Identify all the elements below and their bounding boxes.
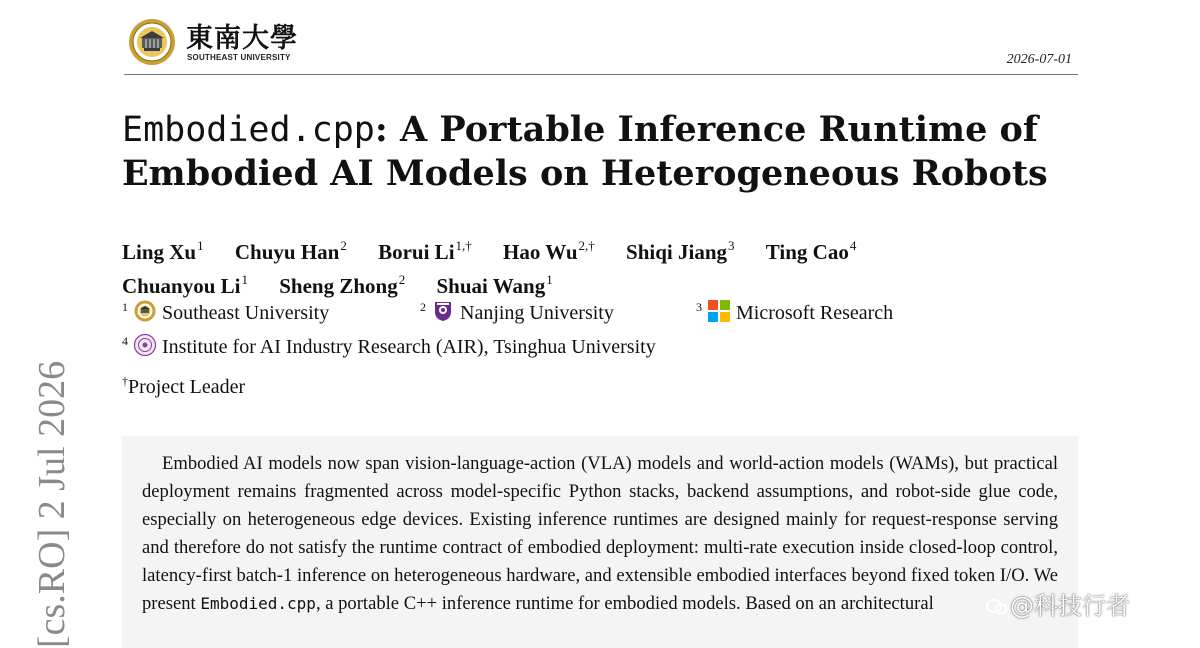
- author-list: [122, 232, 1082, 300]
- affiliation: $^2$ Nanjing University: [420, 300, 614, 324]
- affiliation-list: [122, 300, 1082, 368]
- paper-title: [122, 108, 1082, 196]
- university-name-chinese: 東南大學: [186, 23, 298, 54]
- paper-date: 2026-07-01: [1006, 52, 1072, 67]
- author: Chuyu Han$^2$: [234, 238, 347, 264]
- author: Hao $Wu^{2,\dagger}$: [503, 238, 595, 264]
- university-name-english: SOUTHEAST UNIVERSITY: [187, 53, 291, 62]
- watermark: @科技行者: [986, 586, 1186, 622]
- microsoft-logo-icon: [708, 300, 730, 322]
- title-code-name: Embodied.cpp: [122, 110, 375, 150]
- author: Ling Xu$^1$: [122, 238, 204, 264]
- title-line-2: Embodied AI Models on Heterogeneous Robots: [122, 153, 1048, 194]
- affiliation: $^4$ Institute for AI Industry Research (AIR), Tsinghua University: [122, 334, 656, 358]
- author: Sheng Zhong$^2$: [279, 272, 406, 298]
- author: Chuanyou Li$^1$: [122, 272, 248, 298]
- project-leader-note: †Project Leader: [122, 374, 246, 398]
- author: Shuai Wang$^1$: [436, 272, 553, 298]
- affiliation: $^1$ Southeast University: [122, 300, 330, 324]
- abstract-box: [122, 436, 1078, 648]
- author: Shiqi Jiang$^3$: [626, 238, 735, 264]
- chat-bubble-icon: [986, 598, 1008, 616]
- abstract-text: Embodied AI models now span vision-language-action (VLA) models and world-action models (WAMs), but practical deployment remains fragmented across model-specific Python stacks, backend assumptions, and robot-side glue code, especially on heterogeneous edge devices. Existing inference runtimes are designed mainly for request-response serving and therefore do not satisfy the runtime contract of embodied deployment: multi-rate execution inside closed-loop control, latency-first batch-1 inference on heterogeneous hardware, and extensible embodied interfaces beyond fixed token I/O. We present Embodied.cpp, a portable C++ inference runtime for embodied models. Based on an architectural: [142, 453, 1058, 614]
- arxiv-stamp: [cs.RO] 2 Jul 2026: [31, 360, 73, 648]
- southeast-university-logo-icon: [128, 18, 176, 66]
- tsinghua-seal-icon: [134, 334, 156, 356]
- page-header: [124, 14, 1078, 75]
- southeast-university-seal-icon: [134, 300, 156, 322]
- author: Borui $Li^{1,\dagger}$: [378, 238, 472, 264]
- author: Ting Cao$^4$: [765, 238, 857, 264]
- affiliation: $^3$ Microsoft Research: [696, 300, 894, 324]
- title-line-1: : A Portable Inference Runtime of: [374, 109, 1038, 150]
- nanjing-university-crest-icon: [432, 300, 454, 322]
